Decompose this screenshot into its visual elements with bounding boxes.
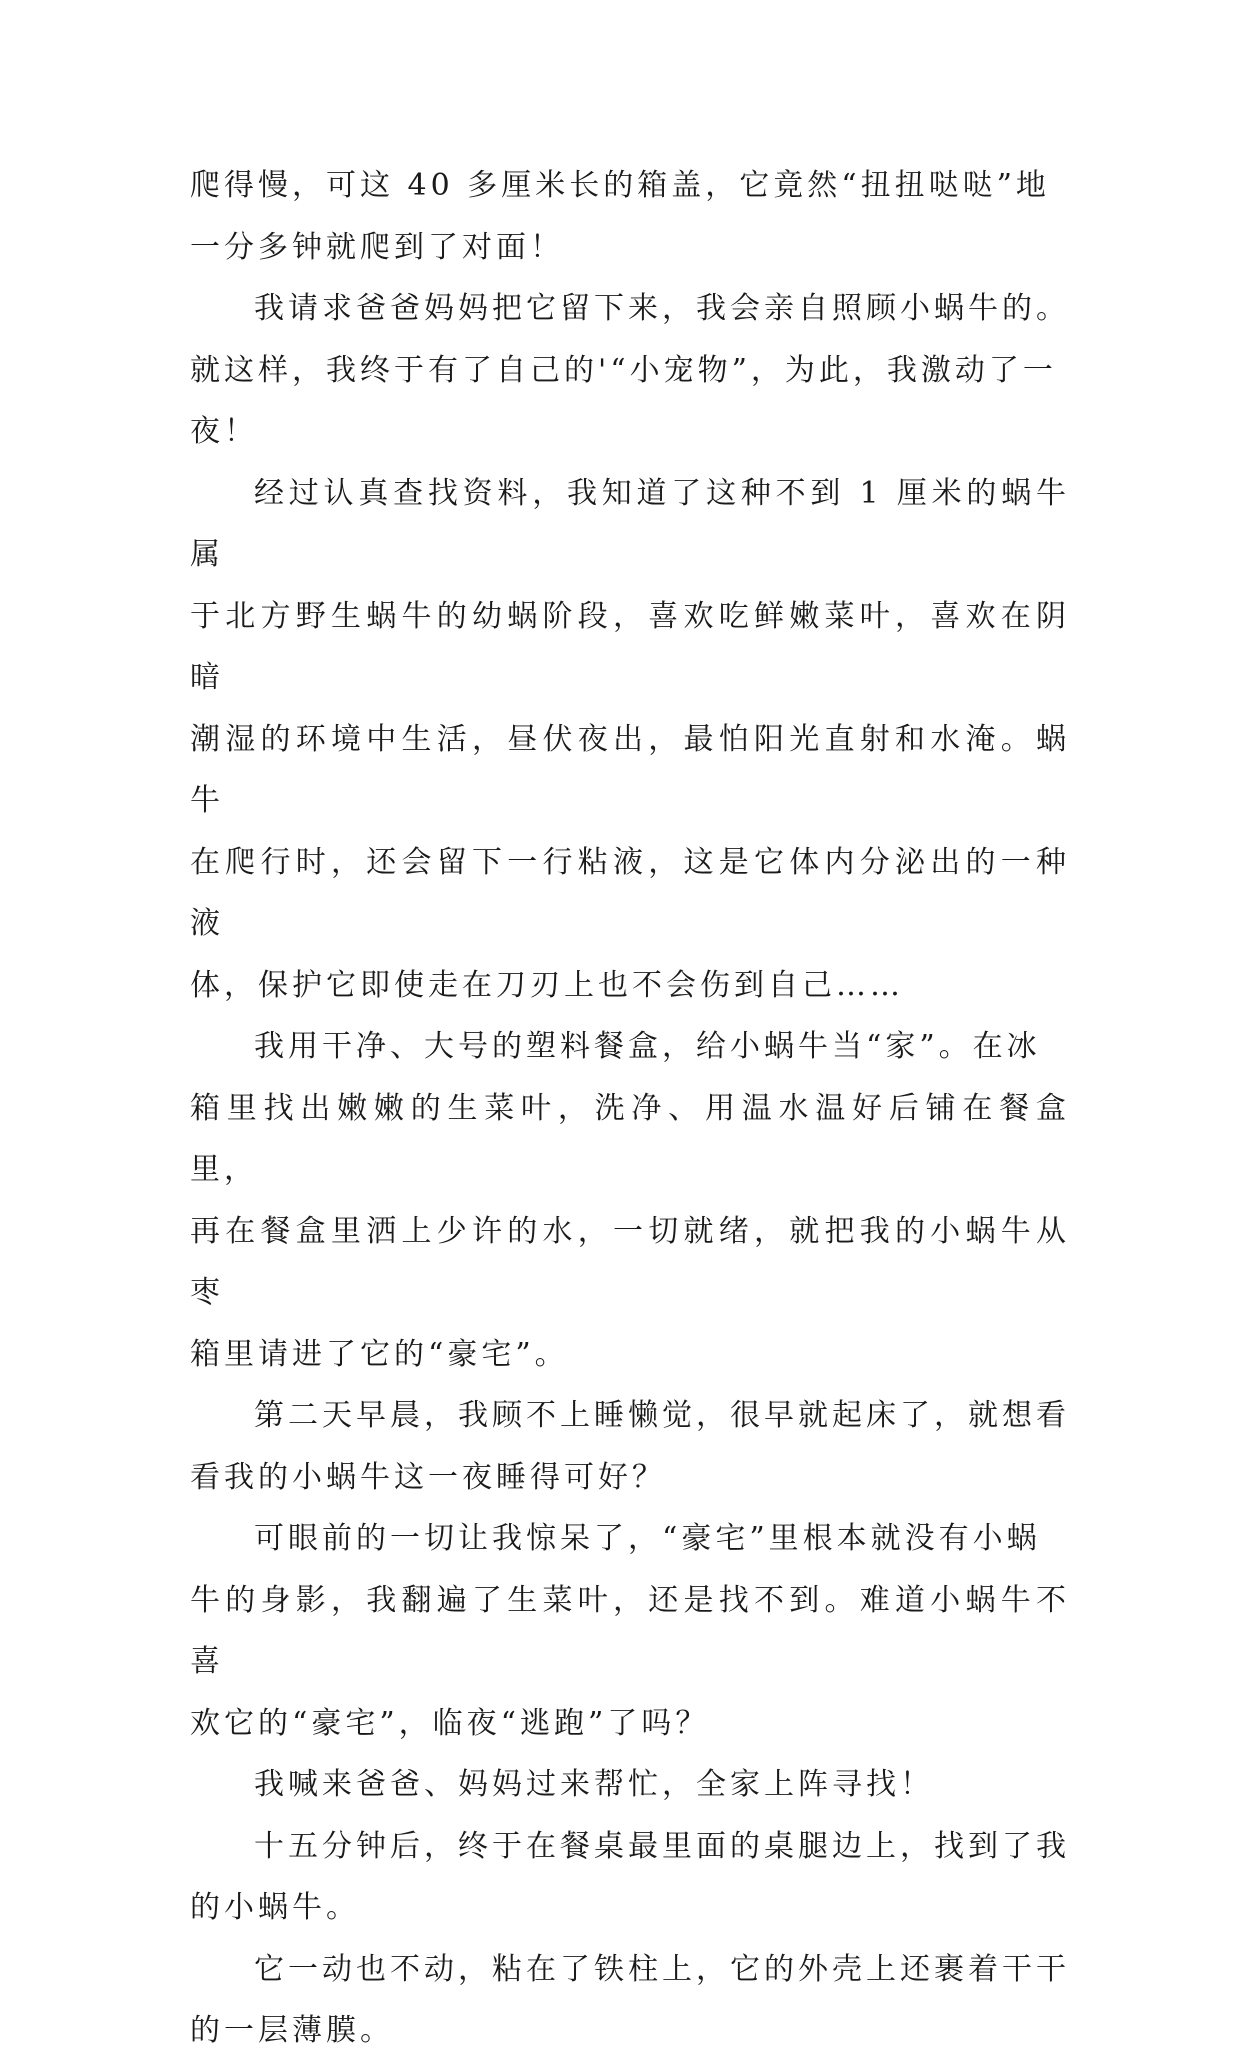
paragraph-1 <box>190 155 1070 278</box>
text-line: 夜！ <box>190 414 258 449</box>
paragraph-9 <box>190 1939 1070 2062</box>
text-line: 它一动也不动，粘在了铁柱上，它的外壳上还裹着干干 <box>254 1951 1070 1987</box>
paragraph-2 <box>190 278 1070 463</box>
text-line: 就这样，我终于有了自己的'“小宠物”，为此，我激动了一 <box>190 352 1057 388</box>
document-body <box>190 155 1070 2062</box>
text-line: 爬得慢，可这 40 多厘米长的箱盖，它竟然“扭扭哒哒”地 <box>190 168 1050 203</box>
text-line: 我请求爸爸妈妈把它留下来，我会亲自照顾小蜗牛的。 <box>254 291 1070 326</box>
text-line: 欢它的“豪宅”，临夜“逃跑”了吗？ <box>190 1705 710 1741</box>
text-line: 第二天早晨，我顾不上睡懒觉，很早就起床了，就想看 <box>254 1398 1070 1433</box>
text-line: 于北方野生蜗牛的幼蜗阶段，喜欢吃鲜嫩菜叶，喜欢在阴暗 <box>190 598 1070 695</box>
text-line: 箱里请进了它的“豪宅”。 <box>190 1336 569 1372</box>
text-line: 的一层薄膜。 <box>190 2013 394 2048</box>
paragraph-5 <box>190 1385 1070 1508</box>
text-line: 我喊来爸爸、妈妈过来帮忙，全家上阵寻找！ <box>254 1767 934 1802</box>
text-line: 在爬行时，还会留下一行粘液，这是它体内分泌出的一种液 <box>190 844 1070 941</box>
paragraph-3 <box>190 463 1070 1017</box>
text-line: 体，保护它即使走在刀刃上也不会伤到自己…… <box>190 967 904 1003</box>
text-line: 箱里找出嫩嫩的生菜叶，洗净、用温水温好后铺在餐盒里， <box>190 1090 1070 1187</box>
paragraph-6 <box>190 1508 1070 1754</box>
paragraph-8 <box>190 1816 1070 1939</box>
text-line: 一分多钟就爬到了对面！ <box>190 229 564 265</box>
text-line: 我用干净、大号的塑料餐盒，给小蜗牛当“家”。在冰 <box>254 1029 1041 1064</box>
paragraph-7 <box>190 1754 1070 1816</box>
text-line: 看我的小蜗牛这一夜睡得可好？ <box>190 1459 666 1495</box>
text-line: 的小蜗牛。 <box>190 1890 360 1925</box>
text-line: 十五分钟后，终于在餐桌最里面的桌腿边上，找到了我 <box>254 1828 1070 1864</box>
text-line: 牛的身影，我翻遍了生菜叶，还是找不到。难道小蜗牛不喜 <box>190 1582 1070 1679</box>
paragraph-4 <box>190 1016 1070 1385</box>
text-line: 再在餐盒里洒上少许的水，一切就绪，就把我的小蜗牛从枣 <box>190 1213 1070 1310</box>
text-line: 经过认真查找资料，我知道了这种不到 1 厘米的蜗牛属 <box>190 475 1070 572</box>
text-line: 潮湿的环境中生活，昼伏夜出，最怕阳光直射和水淹。蜗牛 <box>190 721 1070 818</box>
text-line: 可眼前的一切让我惊呆了，“豪宅”里根本就没有小蜗 <box>254 1521 1041 1556</box>
